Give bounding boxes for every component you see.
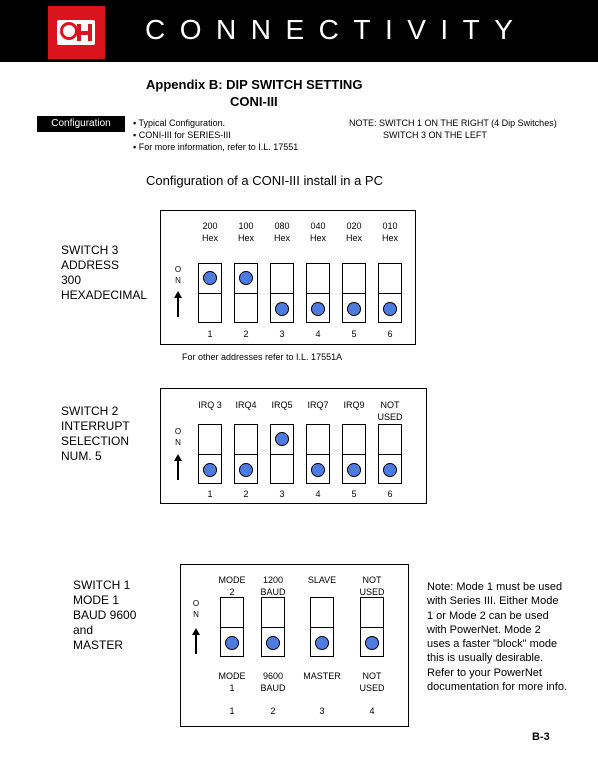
switch3-header-1: 200 Hex: [201, 221, 218, 243]
switch3-header-4: 040 Hex: [309, 221, 326, 243]
switch1-number-3: 3: [319, 706, 325, 716]
switch1-label: SWITCH 1 MODE 1 BAUD 9600 and MASTER: [73, 578, 137, 652]
switch2-header-2: IRQ4: [235, 400, 257, 410]
switch2-toggle-6[interactable]: [378, 424, 402, 484]
switch2-number-5: 5: [351, 489, 357, 499]
section-heading: Configuration of a CONI-III install in a PC: [146, 173, 383, 188]
on-label: O N: [174, 265, 182, 285]
configuration-tab: Configuration: [37, 116, 125, 132]
address-note: For other addresses refer to I.L. 17551A: [182, 352, 343, 362]
ch-logo: [48, 6, 105, 59]
bullet-item: ▪ CONI-III for SERIES-III: [133, 130, 231, 140]
switch1-toggle-2[interactable]: [261, 597, 285, 657]
switch-knob: [203, 271, 217, 285]
switch2-label: SWITCH 2 INTERRUPT SELECTION NUM. 5: [61, 404, 130, 463]
switch3-number-4: 4: [315, 329, 321, 339]
switch3-header-5: 020 Hex: [345, 221, 362, 243]
switch1-bottom-label-1: MODE 1: [218, 671, 246, 693]
switch2-header-6: NOT USED: [377, 400, 403, 422]
switch3-number-6: 6: [387, 329, 393, 339]
page-number: B-3: [532, 731, 550, 743]
switch2-number-2: 2: [243, 489, 249, 499]
switch3-header-6: 010 Hex: [381, 221, 398, 243]
switch2-toggle-5[interactable]: [342, 424, 366, 484]
switch-knob: [239, 463, 253, 477]
switch2-header-5: IRQ9: [343, 400, 365, 410]
switch3-toggle-4[interactable]: [306, 263, 330, 323]
switch1-toggle-4[interactable]: [360, 597, 384, 657]
switch1-bottom-label-3: MASTER: [303, 671, 341, 681]
switch1-bottom-label-2: 9600 BAUD: [260, 671, 286, 693]
switch3-toggle-1[interactable]: [198, 263, 222, 323]
switch2-header-3: IRQ5: [271, 400, 293, 410]
switch2-number-6: 6: [387, 489, 393, 499]
switch2-toggle-2[interactable]: [234, 424, 258, 484]
note-line: NOTE: SWITCH 1 ON THE RIGHT (4 Dip Switches): [349, 118, 557, 128]
switch-knob: [239, 271, 253, 285]
switch2-number-1: 1: [207, 489, 213, 499]
brand-title: CONNECTIVITY: [145, 14, 528, 45]
switch-knob: [275, 302, 289, 316]
switch3-number-1: 1: [207, 329, 213, 339]
switch1-bottom-label-4: NOT USED: [359, 671, 385, 693]
switch3-toggle-3[interactable]: [270, 263, 294, 323]
bullet-item: ▪ For more information, refer to I.L. 17551: [133, 142, 299, 152]
switch3-header-2: 100 Hex: [237, 221, 254, 243]
switch1-toggle-3[interactable]: [310, 597, 334, 657]
switch1-header-3: SLAVE: [307, 575, 337, 585]
switch-knob: [311, 463, 325, 477]
switch3-header-3: 080 Hex: [273, 221, 290, 243]
page-title: Appendix B: DIP SWITCH SETTING: [146, 77, 363, 92]
up-arrow-icon: [177, 297, 179, 317]
switch-knob: [365, 636, 379, 650]
switch3-number-2: 2: [243, 329, 249, 339]
switch1-header-4: NOT USED: [359, 575, 385, 597]
switch-knob: [315, 636, 329, 650]
on-label: O N: [192, 599, 200, 619]
switch2-number-3: 3: [279, 489, 285, 499]
switch-knob: [383, 463, 397, 477]
switch3-toggle-2[interactable]: [234, 263, 258, 323]
switch1-number-4: 4: [369, 706, 375, 716]
switch2-number-4: 4: [315, 489, 321, 499]
switch2-header-4: IRQ7: [307, 400, 329, 410]
switch-knob: [311, 302, 325, 316]
switch-knob: [225, 636, 239, 650]
switch3-number-3: 3: [279, 329, 285, 339]
side-note: Note: Mode 1 must be used with Series III. Either Mode 1 or Mode 2 can be used with PowerNet. Mode 2 uses a faster "block" mode this is usually desirable. Refer to your PowerNet documentation for more info.: [427, 581, 568, 694]
switch-knob: [275, 432, 289, 446]
switch3-number-5: 5: [351, 329, 357, 339]
switch1-header-1: MODE 2: [218, 575, 246, 597]
up-arrow-icon: [177, 460, 179, 480]
switch-knob: [383, 302, 397, 316]
switch1-number-1: 1: [229, 706, 235, 716]
switch1-header-2: 1200 BAUD: [260, 575, 286, 597]
note-line: SWITCH 3 ON THE LEFT: [383, 130, 487, 140]
switch-knob: [266, 636, 280, 650]
switch-knob: [347, 463, 361, 477]
switch1-toggle-1[interactable]: [220, 597, 244, 657]
switch-knob: [203, 463, 217, 477]
switch1-number-2: 2: [270, 706, 276, 716]
switch3-toggle-6[interactable]: [378, 263, 402, 323]
up-arrow-icon: [195, 634, 197, 654]
switch3-label: SWITCH 3 ADDRESS 300 HEXADECIMAL: [61, 243, 148, 302]
switch2-toggle-1[interactable]: [198, 424, 222, 484]
switch2-header-1: IRQ 3: [198, 400, 222, 410]
switch3-toggle-5[interactable]: [342, 263, 366, 323]
bullet-item: ▪ Typical Configuration.: [133, 118, 226, 128]
switch-knob: [347, 302, 361, 316]
switch2-toggle-3[interactable]: [270, 424, 294, 484]
on-label: O N: [174, 427, 182, 447]
switch2-toggle-4[interactable]: [306, 424, 330, 484]
page-subtitle: CONI-III: [230, 94, 278, 109]
